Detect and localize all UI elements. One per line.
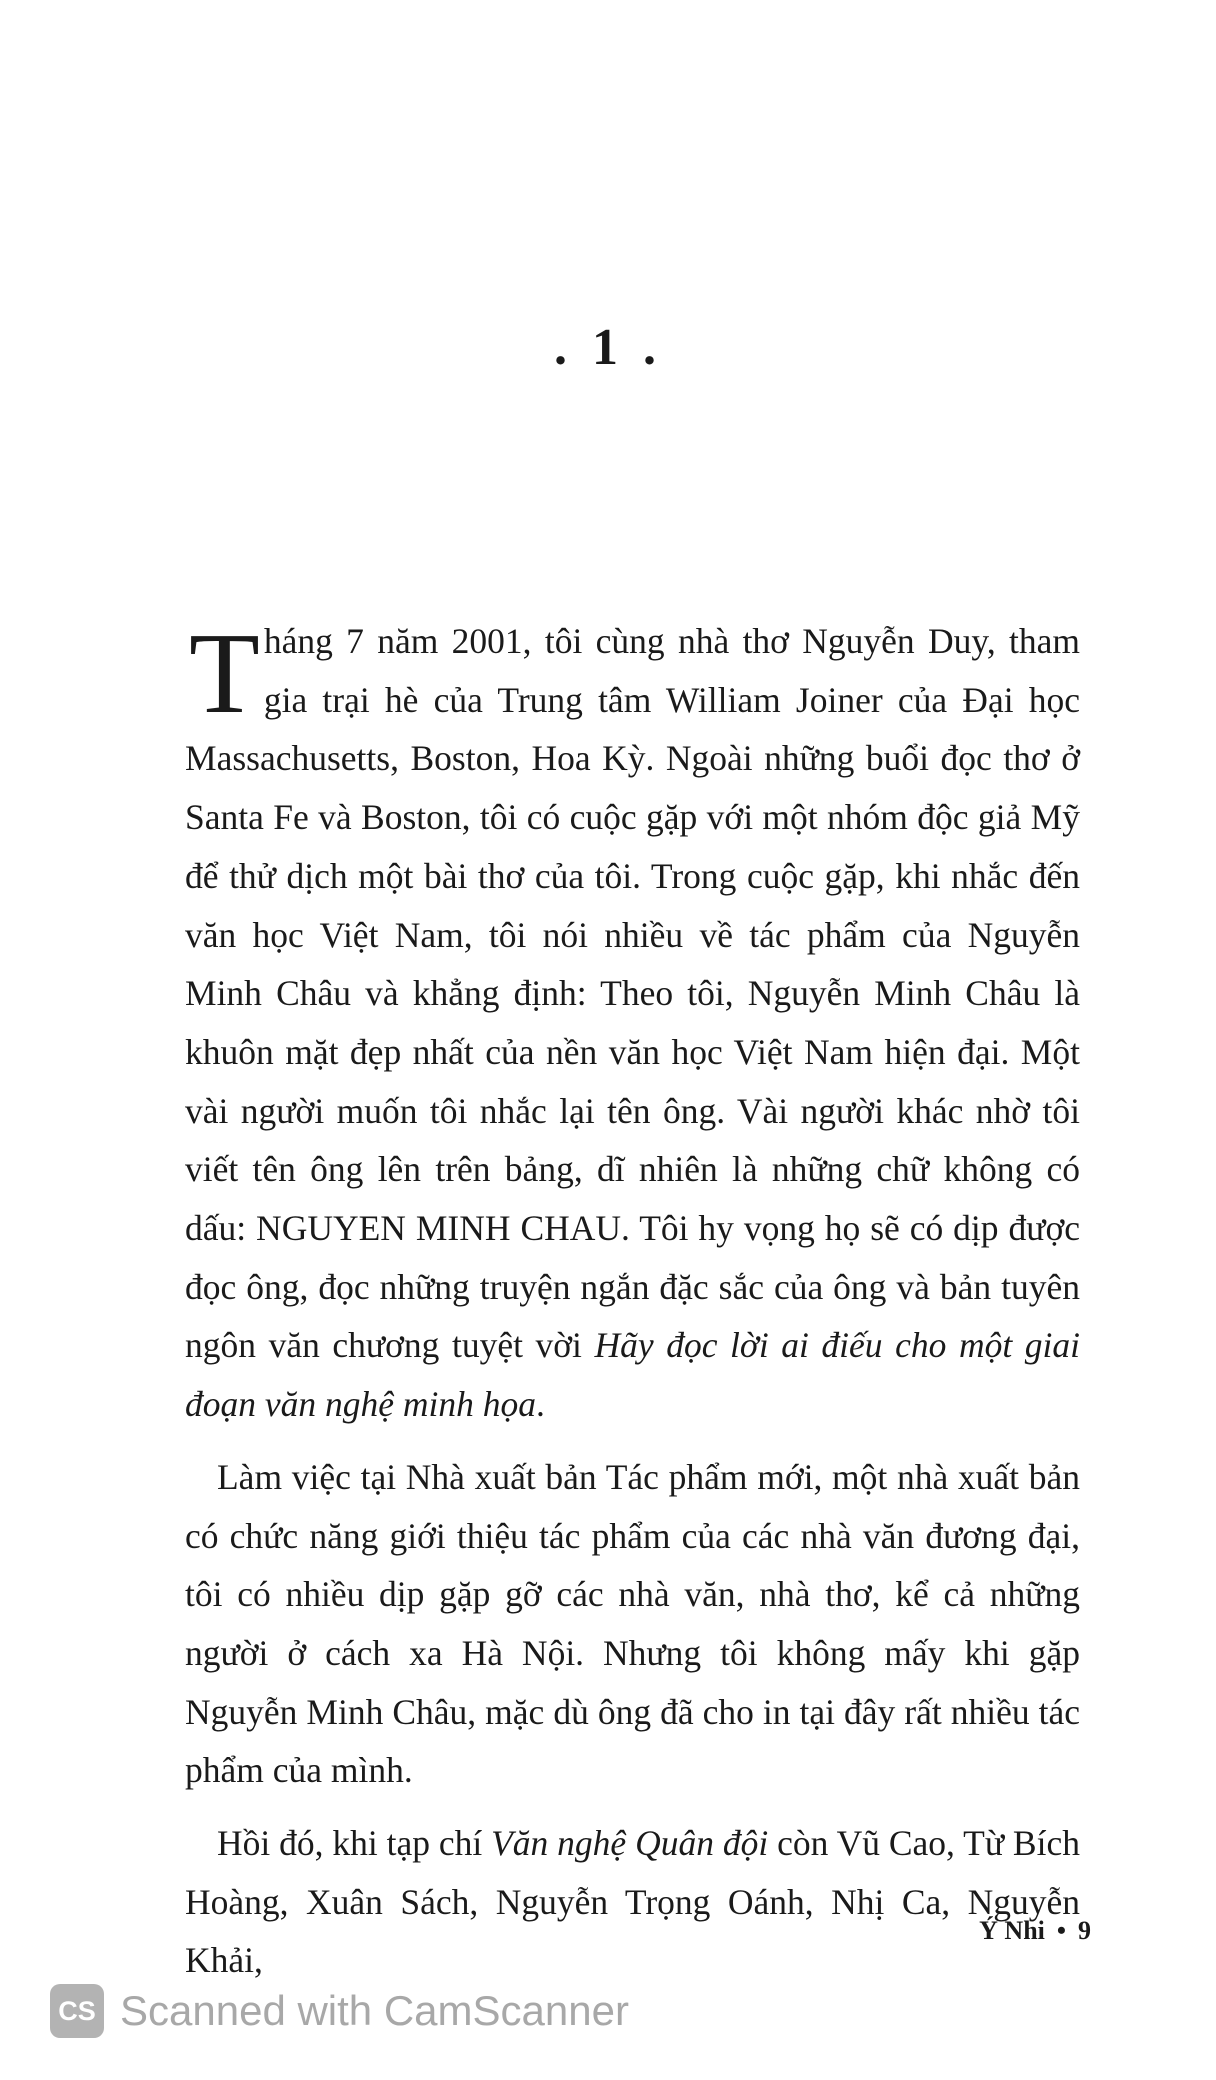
paragraph: Làm việc tại Nhà xuất bản Tác phẩm mới, một nhà xuất bản có chức năng giới thiệu tác phẩm của các nhà văn đương đại, tôi có nhiều dịp gặp gỡ các nhà văn, nhà thơ, kể cả những người ở cách xa Hà Nội. Nhưng tôi không mấy khi gặp Nguyễn Minh Châu, mặc dù ông đã cho in tại đây rất nhiều tác phẩm của mình.: [185, 1456, 1080, 1791]
italic-work-title: Hãy đọc lời ai điếu cho một giai đoạn văn nghệ minh họa: [185, 1325, 1080, 1425]
running-footer: [979, 1916, 1091, 1946]
paragraph-text: còn Vũ Cao, Từ Bích Hoàng, Xuân Sách, Nguyễn Trọng Oánh, Nhị Ca, Nguyễn Khải,: [185, 1823, 1080, 1981]
paragraph-text: .: [536, 1384, 545, 1425]
drop-cap: T: [189, 610, 260, 738]
paragraph-text: Hồi đó, khi tạp chí: [217, 1823, 492, 1864]
scanner-watermark: [50, 1984, 629, 2038]
paragraph: [185, 1814, 1080, 1990]
camscanner-logo-icon: CS: [50, 1984, 104, 2038]
chapter-number: . 1 .: [554, 319, 662, 376]
footer-author: Ý Nhi: [979, 1916, 1045, 1945]
chapter-body: [185, 612, 1080, 1990]
italic-magazine-title: Văn nghệ Quân đội: [491, 1823, 769, 1864]
page-number: 9: [1078, 1916, 1091, 1945]
paragraph-text: háng 7 năm 2001, tôi cùng nhà thơ Nguyễn Duy, tham gia trại hè của Trung tâm William Joiner của Đại học Massachusetts, Boston, Hoa Kỳ. Ngoài những buổi đọc thơ ở Santa Fe và Boston, tôi có cuộc gặp với một nhóm độc giả Mỹ để thử dịch một bài thơ của tôi. Trong cuộc gặp, khi nhắc đến văn học Việt Nam, tôi nói nhiều về tác phẩm của Nguyễn Minh Châu và khẳng định: Theo tôi, Nguyễn Minh Châu là khuôn mặt đẹp nhất của nền văn học Việt Nam hiện đại. Một vài người muốn tôi nhắc lại tên ông. Vài người khác nhờ tôi viết tên ông lên trên bảng, dĩ nhiên là những chữ không có dấu: NGUYEN MINH CHAU. Tôi hy vọng họ sẽ có dịp được đọc ông, đọc những truyện ngắn đặc sắc của ông và bản tuyên ngôn văn chương tuyệt vời: [185, 621, 1080, 1366]
watermark-text: Scanned with CamScanner: [120, 1987, 629, 2034]
bullet-icon: •: [1056, 1916, 1066, 1945]
paragraph: [185, 612, 1080, 1434]
